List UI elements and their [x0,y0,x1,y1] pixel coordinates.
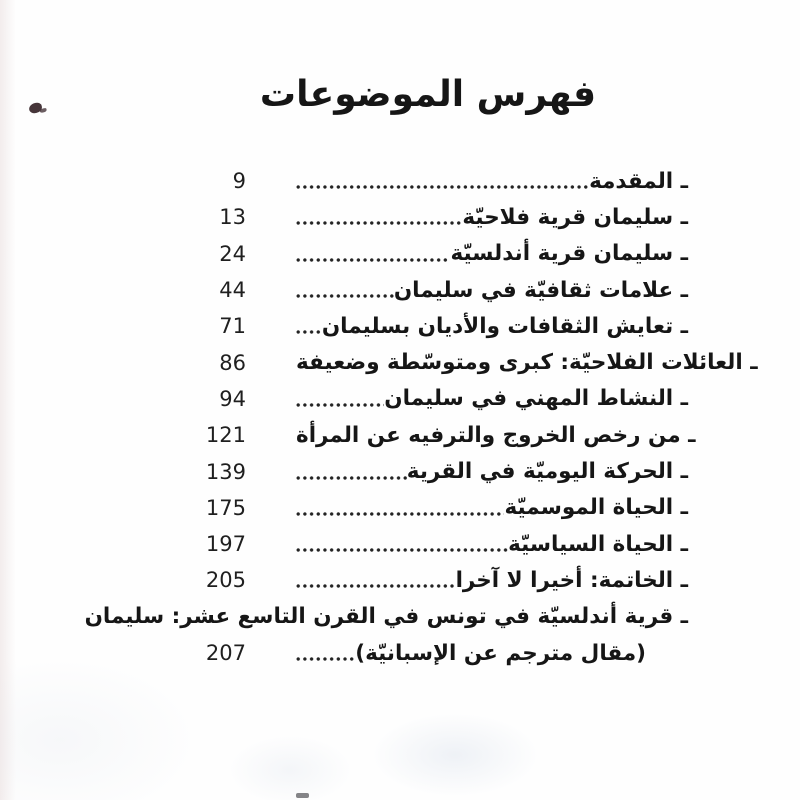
page-number: 24 [219,241,246,266]
scan-mark-icon [296,793,309,798]
entry-title: ـ سليمان قرية فلاحيّة [462,204,688,230]
dot-leader [296,329,322,335]
entry-title: ـ تعايش الثقافات والأديان بسليمان [321,313,688,339]
page-number: 197 [205,532,246,557]
entry-title: ـ المقدمة [589,168,688,194]
toc-entry [180,453,688,489]
page-number: 71 [219,314,246,339]
dot-leader [296,583,456,589]
entry-title: ـ الخاتمة: أخيرا لا آخرا [455,567,688,593]
toc-list [84,163,758,671]
entry-title: ـ علامات ثقافيّة في سليمان [393,277,688,303]
page-number: 207 [205,641,246,665]
page-number: 205 [205,568,246,593]
toc-entry [180,308,688,344]
dot-leader [296,656,355,662]
dot-leader [296,402,384,408]
dot-leader [296,220,462,226]
entry-title: ـ سليمان قرية أندلسيّة [450,241,688,267]
entry-title: ـ العائلات الفلاحيّة: كبرى ومتوسّطة وضعيفة [296,350,758,376]
page-number: 94 [219,386,246,411]
page-title: فهرس الموضوعات [259,74,597,115]
entry-title: ـ قرية أندلسيّة في تونس في القرن التاسع عشر: سليمان [84,604,688,630]
toc-entry [180,562,688,598]
entry-title: ـ النشاط المهني في سليمان [384,386,688,412]
page-number: 86 [219,350,246,375]
dot-leader [296,257,450,263]
toc-entry [180,344,758,380]
page-number: 121 [205,423,246,448]
toc-entry [180,199,688,235]
toc-entry [180,635,688,671]
entry-title: ـ الحياة السياسيّة [508,531,688,557]
dot-leader [296,184,589,190]
page-number: 13 [219,205,246,230]
page-number: 9 [232,169,246,194]
toc-entry [180,236,688,272]
toc-entry [180,490,688,526]
entry-title: ـ الحركة اليوميّة في القرية [406,459,688,485]
dot-leader [296,475,407,481]
entry-title: (مقال مترجم عن الإسبانيّة) [355,640,646,666]
page-number: 139 [205,459,246,484]
toc-entry [180,272,688,308]
entry-title: ـ من رخص الخروج والترفيه عن المرأة [296,422,696,448]
dot-leader [296,511,504,517]
toc-entry [180,163,688,199]
toc-entry-continued [84,599,688,635]
toc-entry [180,381,688,417]
dot-leader [296,293,394,299]
toc-entry [180,526,688,562]
page-number: 175 [205,495,246,520]
page-number: 44 [219,278,246,303]
toc-entry [180,417,696,453]
entry-title: ـ الحياة الموسميّة [504,495,688,521]
dot-leader [296,547,508,553]
